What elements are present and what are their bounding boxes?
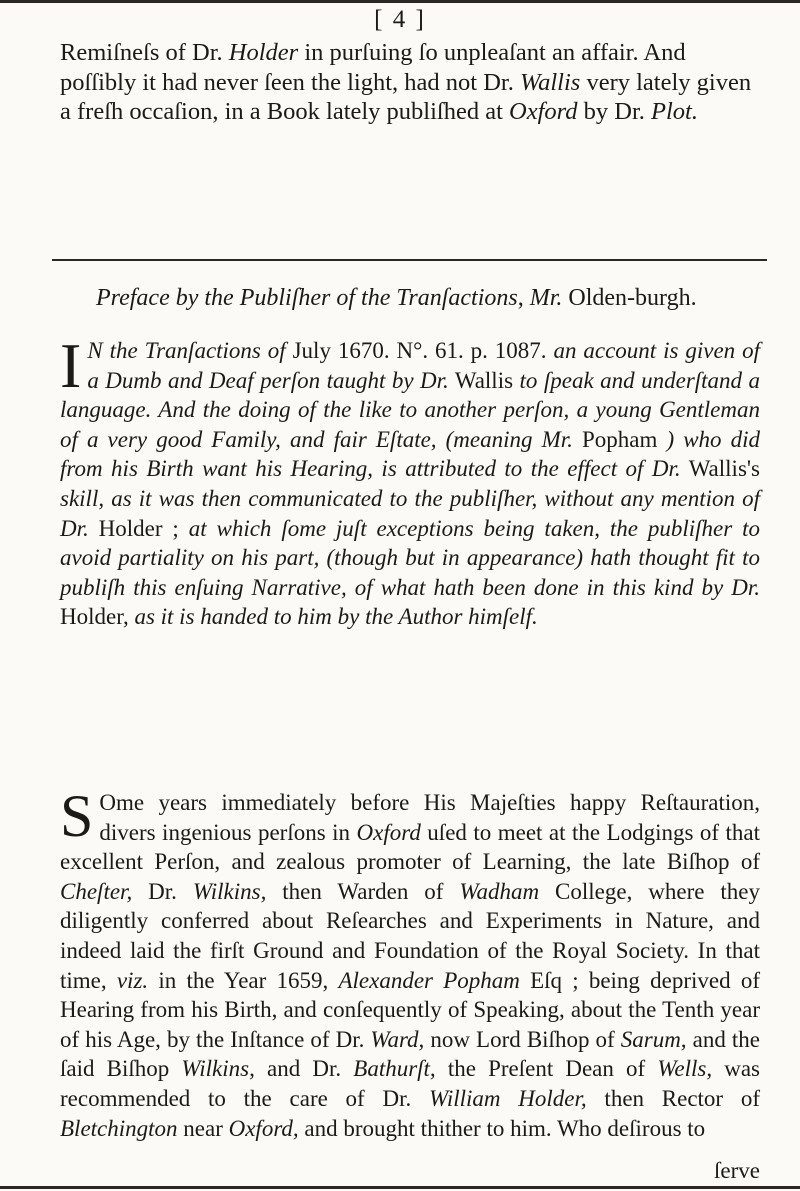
- dropcap-s: S: [60, 783, 94, 849]
- catchword: ſerve: [714, 1158, 760, 1183]
- intro-paragraph: Remiſneſs of Dr. Holder in purſuing ſo unpleaſant an affair. And poſſibly it had never ſeen the light, had not Dr. Wallis very lately given a freſh occaſion, in a Book lately publiſhed at Oxford by Dr. Plot.: [60, 39, 752, 125]
- section-divider: [52, 259, 767, 261]
- preface-heading: Preface by the Publiſher of the Tranſactions, Mr. Olden-burgh.: [96, 285, 697, 311]
- top-rule: [0, 0, 800, 3]
- dropcap-i: I: [60, 330, 82, 401]
- transactions-paragraph: I N the Tranſactions of July 1670. N°. 61. p. 1087. an account is given of a Dumb and Deaf perſon taught by Dr. Wallis to ſpeak and underſtand a language. And the doing of the like to another perſon, a young Gentleman of a very good Family, and fair Eſtate, (meaning Mr. Popham ) who did from his Birth want his Hearing, is attributed to the effect of Dr. Wallis's skill, as it was then communicated to the publiſher, without any mention of Dr. Holder ; at which ſome juſt exceptions being taken, the publiſher to avoid partiality on his part, (though but in appearance) hath thought fit to publiſh this enſuing Narrative, of what hath been done in this kind by Dr. Holder, as it is handed to him by the Author himſelf.: [60, 330, 761, 630]
- narrative-paragraph: S Ome years immediately before His Majeſties happy Reſtauration, divers ingenious perſons in Oxford uſed to meet at the Lodgings of that excellent Perſon, and zealous promoter of Learning, the late Biſhop of Cheſter, Dr. Wilkins, then Warden of Wadham College, where they diligently conferred about Reſearches and Experiments in Nature, and indeed laid the firſt Ground and Foundation of the Royal Society. In that time, viz. in the Year 1659, Alexander Popham Eſq ; being deprived of Hearing from his Birth, and conſequently of Speaking, about the Tenth year of his Age, by the Inſtance of Dr. Ward, now Lord Biſhop of Sarum, and the ſaid Biſhop Wilkins, and Dr. Bathurſt, the Preſent Dean of Wells, was recommended to the care of Dr. William Holder, then Rector of Bletchington near Oxford, and brought thither to him. Who deſirous to: [60, 783, 761, 1141]
- page-number: [ 4 ]: [374, 6, 426, 33]
- bottom-rule: [0, 1186, 800, 1189]
